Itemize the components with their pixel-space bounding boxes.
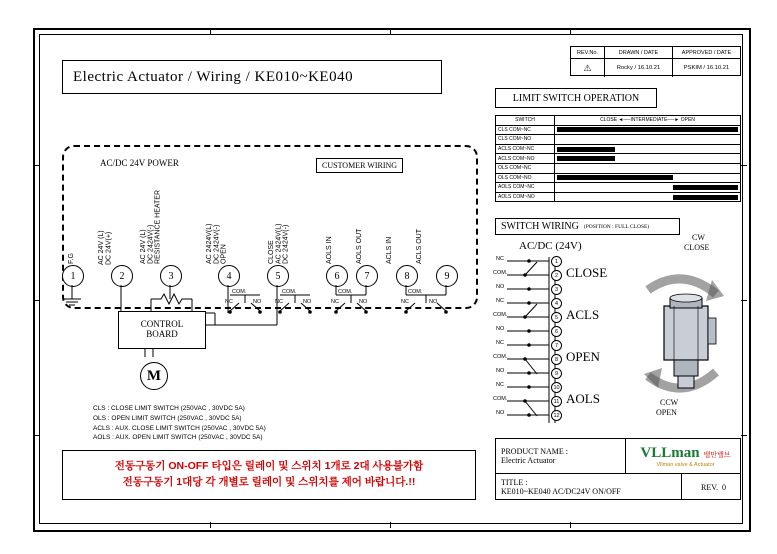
actuator-illustration (630, 248, 740, 423)
ls-row-name: CLS COM~NC (496, 125, 555, 135)
rev-approved-value: PSKIM / 16.10.21 (683, 65, 730, 71)
product-name-value: Electric Actuator (501, 456, 556, 465)
note-line: AOLS : AUX. OPEN LIMIT SWITCH (250VAC , 30VDC 5A) (93, 434, 263, 442)
rotation-cw-label: CW (692, 233, 705, 242)
terminal-7[interactable]: 7 (356, 265, 378, 287)
rev-cell (682, 474, 740, 500)
ls-bar (673, 195, 738, 200)
limit-switch-operation-table (495, 115, 741, 202)
no-label: NO (359, 299, 368, 305)
frame-tick (741, 435, 747, 436)
sw-terminal-number: 11 (551, 396, 562, 407)
nc-label: NC (275, 299, 283, 305)
product-name-cell (496, 439, 626, 473)
table-row (496, 144, 741, 154)
table-row (496, 163, 741, 173)
ls-row-name: ACLS COM~NO (496, 154, 555, 164)
brand-logo: VLLman (640, 444, 700, 461)
ls-bar-empty (557, 166, 738, 171)
no-label: NO (253, 299, 262, 305)
frame-tick (33, 165, 39, 166)
drawing-title: Electric Actuator / Wiring / KE010~KE040 (73, 68, 354, 85)
switch-wiring-voltage: AC/DC (24V) (519, 240, 582, 252)
relay-name-close: CLOSE (566, 265, 608, 280)
sw-terminal-number: 10 (551, 382, 562, 393)
sw-terminal-number: 8 (551, 354, 562, 365)
limit-switch-operation-title: LIMIT SWITCH OPERATION (495, 88, 657, 108)
sw-terminal-number: 7 (551, 340, 562, 351)
notes-block (93, 404, 266, 443)
table-row (496, 183, 741, 193)
rev-header-drawn: DRAWN / DATE (605, 47, 673, 58)
frame-tick (570, 522, 571, 528)
rev-header-no: REV.No. (571, 47, 605, 58)
relay-name-open: OPEN (566, 349, 600, 364)
frame-tick (741, 300, 747, 301)
ls-row-name: AOLS COM~NO (496, 192, 555, 202)
terminal-label-4: AC 2424V(L) DC 2424V(-) OPEN (206, 223, 228, 264)
terminal-1[interactable]: 1 (62, 265, 84, 287)
rev-label: REV. (701, 482, 718, 492)
terminal-9[interactable]: 9 (436, 265, 458, 287)
contact-label-com: COM. (493, 396, 508, 402)
table-row (496, 192, 741, 202)
switch-wiring-subtitle: (POSITION : FULL CLOSE) (583, 223, 650, 230)
title-value: KE010~KE040 AC/DC24V ON/OFF (501, 487, 621, 496)
ls-bar (557, 175, 673, 180)
terminal-label-7: AOLS OUT (356, 228, 363, 264)
frame-tick (741, 165, 747, 166)
rev-warning-icon: ⚠ (571, 59, 605, 77)
power-label: AC/DC 24V POWER (100, 158, 179, 168)
terminal-8[interactable]: 8 (396, 265, 418, 287)
ls-bar (557, 147, 615, 152)
control-board-line2: BOARD (146, 329, 178, 339)
control-board-line1: CONTROL (140, 319, 184, 330)
contact-label-com: COM. (493, 270, 508, 276)
terminal-label-6: AOLS IN (326, 236, 333, 264)
product-title-block (495, 438, 741, 500)
terminal-4[interactable]: 4 (218, 265, 240, 287)
switch-wiring-title: SWITCH WIRING (501, 221, 579, 232)
nc-label: NC (401, 299, 409, 305)
sw-terminal-number: 12 (551, 410, 562, 421)
sw-terminal-number: 2 (551, 270, 562, 281)
terminal-label-9: ACLS OUT (416, 228, 423, 264)
switch-wiring-title-box (495, 218, 680, 235)
rotation-ccw-label: CCW (660, 398, 679, 407)
terminal-label-2: AC 24V (L) DC 24V(+) (98, 230, 113, 265)
title-cell (496, 474, 682, 500)
rotation-ccw-sub: OPEN (656, 408, 677, 417)
brand-korean: 밸만밸브 (703, 451, 731, 459)
brand-subtitle: Vllman valve & Actuator (656, 461, 715, 468)
contact-label-no: NO (496, 368, 505, 374)
contact-label-nc: NC (496, 256, 504, 262)
contact-label-no: NO (496, 410, 505, 416)
contact-label-nc: NC (496, 298, 504, 304)
contact-label-no: NO (496, 284, 505, 290)
terminal-3[interactable]: 3 (160, 265, 182, 287)
ls-row-name: OLS COM~NC (496, 163, 555, 173)
ls-row-name: OLS COM~NO (496, 173, 555, 183)
ls-bar-empty (557, 137, 738, 142)
sw-terminal-number: 6 (551, 326, 562, 337)
terminal-label-3: AC 24V (L) DC 2424V(-) RESISTANCE HEATER (140, 189, 162, 264)
no-label: NO (429, 299, 438, 305)
frame-tick (210, 28, 211, 34)
motor-symbol: M (140, 362, 168, 390)
relay-name-aols: AOLS (566, 391, 600, 406)
warning-box (62, 450, 476, 500)
contact-label-com: COM. (493, 354, 508, 360)
warning-line-1: 전동구동기 ON-OFF 타입은 릴레이 및 스위치 1개로 2대 사용불가함 (114, 460, 424, 473)
ls-bar (557, 127, 738, 132)
frame-tick (33, 435, 39, 436)
control-board (118, 311, 206, 349)
table-row (496, 154, 741, 164)
contact-label-nc: NC (496, 340, 504, 346)
frame-tick (390, 28, 391, 34)
sw-terminal-number: 4 (551, 298, 562, 309)
ls-row-name: CLS COM~NO (496, 135, 555, 145)
table-row (496, 135, 741, 145)
rotation-cw-sub: CLOSE (684, 243, 710, 252)
drawing-title-box (62, 60, 442, 94)
terminal-6[interactable]: 6 (326, 265, 348, 287)
contact-label-nc: NC (496, 382, 504, 388)
sw-terminal-number: 9 (551, 368, 562, 379)
contact-label-no: NO (496, 326, 505, 332)
frame-tick (210, 522, 211, 528)
warning-line-2: 전동구동기 1대당 각 개별로 릴레이 및 스위치를 제어 바랍니다.!! (122, 476, 416, 488)
com-label: COM. (282, 289, 297, 295)
terminal-2[interactable]: 2 (111, 265, 133, 287)
ls-bar (557, 156, 615, 161)
terminal-label-1: F.G (68, 253, 75, 264)
revision-table (570, 46, 741, 76)
rev-value: 0 (721, 482, 726, 492)
rev-drawn-value: Rocky / 16.10.21 (605, 59, 673, 77)
rev-header-approved: APPROVED / DATE (681, 49, 732, 56)
actuator-svg (630, 248, 740, 423)
terminal-label-5: CLOSE AC 2424V(L) DC 2424V(-) (268, 223, 290, 264)
note-line: CLS : CLOSE LIMIT SWITCH (250VAC , 30VDC 5A) (93, 405, 245, 412)
table-header-row (496, 116, 741, 126)
frame-tick (390, 522, 391, 528)
com-label: COM. (408, 289, 423, 295)
title-label: TITLE : (501, 478, 528, 487)
brand-cell (626, 439, 740, 473)
ls-col-range: CLOSE ◄──INTERMEDIATE──► OPEN (555, 116, 741, 126)
com-label: COM. (232, 289, 247, 295)
table-row (496, 173, 741, 183)
note-line: ACLS : AUX. CLOSE LIMIT SWITCH (250VAC , 30VDC 5A) (93, 424, 266, 432)
no-label: NO (303, 299, 312, 305)
ls-row-name: ACLS COM~NC (496, 144, 555, 154)
product-name-label: PRODUCT NAME : (501, 447, 568, 456)
sw-terminal-number: 5 (551, 312, 562, 323)
terminal-label-8: ACLS IN (386, 236, 393, 264)
table-row (496, 125, 741, 135)
nc-label: NC (225, 299, 233, 305)
com-label: COM. (338, 289, 353, 295)
frame-tick (33, 300, 39, 301)
ls-row-name: AOLS COM~NC (496, 183, 555, 193)
terminal-5[interactable]: 5 (267, 265, 289, 287)
note-line: OLS : OPEN LIMIT SWITCH (250VAC , 30VDC 5A) (93, 414, 242, 422)
nc-label: NC (331, 299, 339, 305)
frame-tick (570, 28, 571, 34)
relay-name-acls: ACLS (566, 307, 600, 322)
customer-wiring-label: CUSTOMER WIRING (316, 158, 403, 173)
sw-terminal-number: 3 (551, 284, 562, 295)
ls-bar (673, 185, 738, 190)
sw-terminal-number: 1 (551, 256, 562, 267)
ls-col-switch: SWITCH (496, 116, 555, 126)
contact-label-com: COM. (493, 312, 508, 318)
